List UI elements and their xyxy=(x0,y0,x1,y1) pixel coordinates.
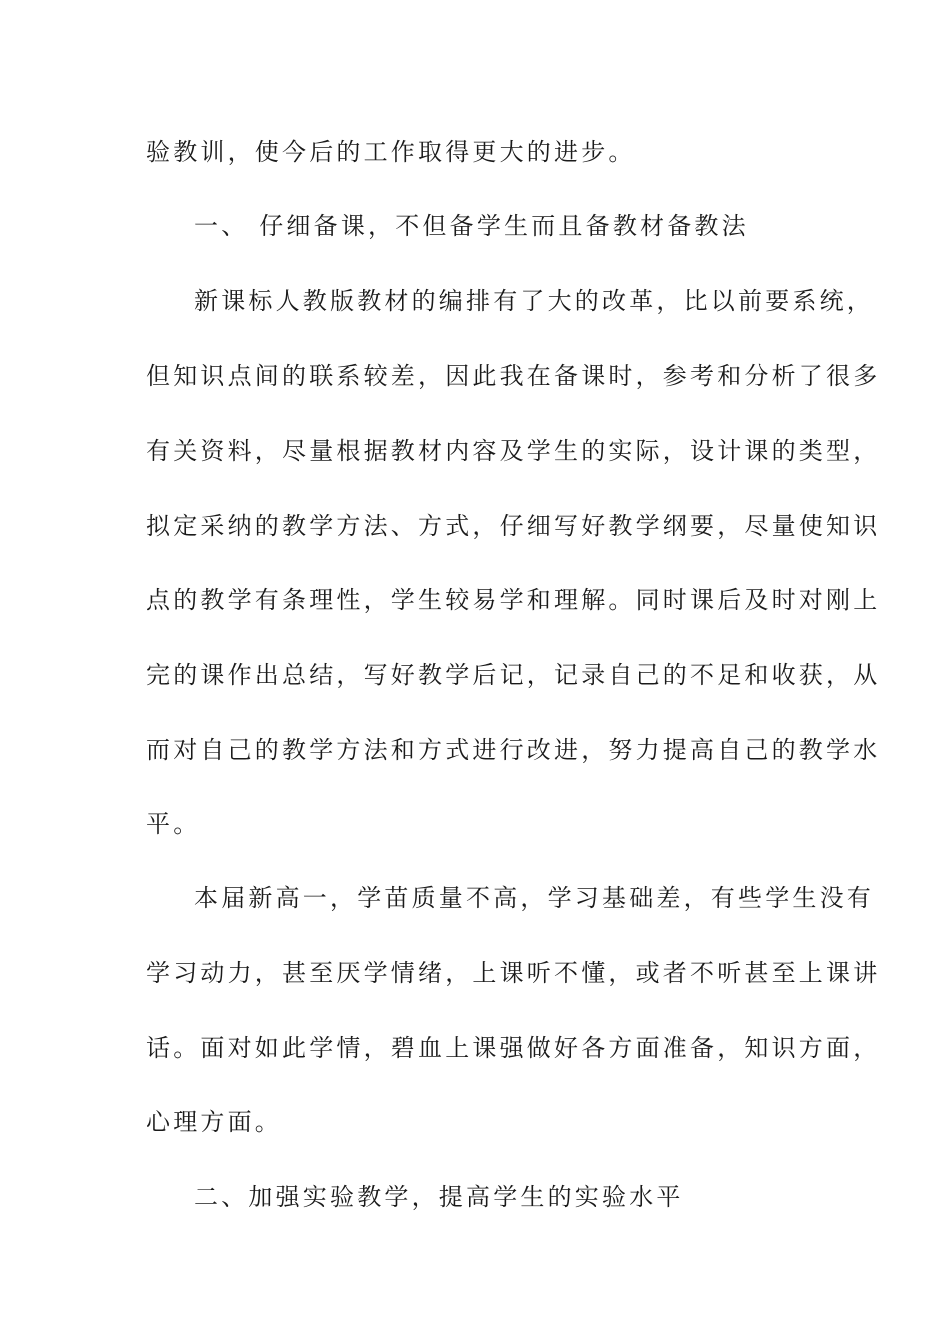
paragraph-line: 验教训，使今后的工作取得更大的进步。 xyxy=(146,138,636,166)
paragraph-line: 但知识点间的联系较差，因此我在备课时，参考和分析了很多 xyxy=(146,362,881,390)
section-heading-1: 一、 仔细备课，不但备学生而且备教材备教法 xyxy=(194,212,749,240)
paragraph-line: 有关资料，尽量根据教材内容及学生的实际，设计课的类型， xyxy=(146,437,881,465)
paragraph-line: 而对自己的教学方法和方式进行改进，努力提高自己的教学水 xyxy=(146,736,881,764)
paragraph-line: 完的课作出总结，写好教学后记，记录自己的不足和收获，从 xyxy=(146,661,881,689)
section-heading-2: 二、加强实验教学，提高学生的实验水平 xyxy=(194,1183,684,1211)
paragraph-line: 点的教学有条理性，学生较易学和理解。同时课后及时对刚上 xyxy=(146,586,881,614)
paragraph-line: 平。 xyxy=(146,810,201,838)
paragraph-line: 新课标人教版教材的编排有了大的改革，比以前要系统， xyxy=(194,287,874,315)
paragraph-line: 本届新高一，学苗质量不高，学习基础差，有些学生没有 xyxy=(194,884,874,912)
paragraph-line: 心理方面。 xyxy=(146,1108,282,1136)
paragraph-line: 学习动力，甚至厌学情绪，上课听不懂，或者不听甚至上课讲 xyxy=(146,959,881,987)
paragraph-line: 拟定采纳的教学方法、方式，仔细写好教学纲要，尽量使知识 xyxy=(146,512,881,540)
paragraph-line: 话。面对如此学情，碧血上课强做好各方面准备，知识方面， xyxy=(146,1034,881,1062)
